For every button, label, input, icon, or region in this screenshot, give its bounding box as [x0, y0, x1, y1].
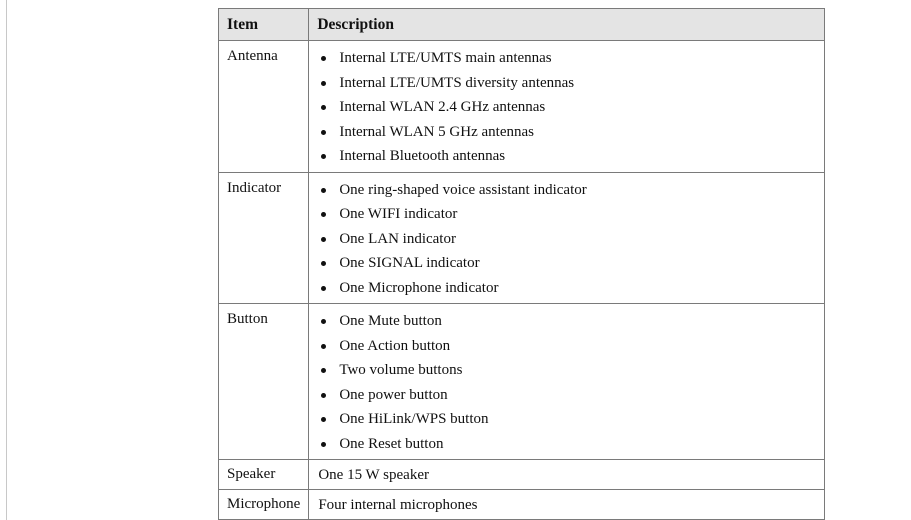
bullet-list [318, 309, 816, 456]
list-item: One Microphone indicator [318, 276, 816, 301]
item-cell: Antenna [219, 41, 309, 173]
description-cell: One 15 W speaker [309, 460, 825, 490]
description-cell [309, 41, 825, 173]
header-item: Item [219, 9, 309, 41]
list-item: Internal LTE/UMTS diversity antennas [318, 71, 816, 96]
table-row-button [219, 304, 825, 460]
list-item: One LAN indicator [318, 227, 816, 252]
list-item: Internal Bluetooth antennas [318, 144, 816, 169]
list-item: Internal WLAN 5 GHz antennas [318, 120, 816, 145]
list-item: One Mute button [318, 309, 816, 334]
list-item: One Action button [318, 334, 816, 359]
bullet-list [318, 46, 816, 169]
page-margin-line [6, 0, 7, 520]
list-item: One HiLink/WPS button [318, 407, 816, 432]
list-item: One SIGNAL indicator [318, 251, 816, 276]
bullet-list [318, 178, 816, 301]
list-item: One power button [318, 383, 816, 408]
table-row-speaker [219, 460, 825, 490]
list-item: Two volume buttons [318, 358, 816, 383]
item-cell: Button [219, 304, 309, 460]
item-cell: Speaker [219, 460, 309, 490]
table-row-indicator [219, 172, 825, 304]
item-cell: Microphone [219, 490, 309, 520]
list-item: One Reset button [318, 432, 816, 457]
description-cell [309, 172, 825, 304]
list-item: Internal WLAN 2.4 GHz antennas [318, 95, 816, 120]
description-cell [309, 304, 825, 460]
list-item: One WIFI indicator [318, 202, 816, 227]
list-item: One ring-shaped voice assistant indicator [318, 178, 816, 203]
table-row-microphone [219, 490, 825, 520]
description-cell: Four internal microphones [309, 490, 825, 520]
item-cell: Indicator [219, 172, 309, 304]
header-description: Description [309, 9, 825, 41]
table-header-row [219, 9, 825, 41]
table-row-antenna [219, 41, 825, 173]
specifications-table [218, 8, 825, 520]
list-item: Internal LTE/UMTS main antennas [318, 46, 816, 71]
